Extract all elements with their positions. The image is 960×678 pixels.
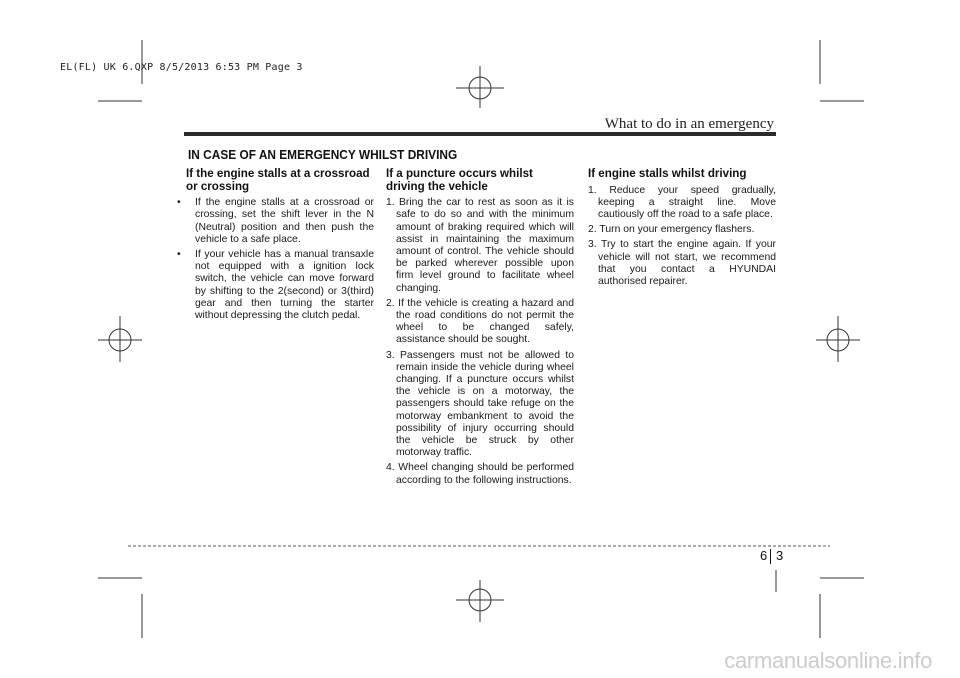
column-engine-stalls-crossing: [177, 167, 374, 325]
list-item: 2. Turn on your emergency flashers.: [588, 224, 755, 236]
registration-mark-left: [98, 316, 142, 362]
list-item: 1. Reduce your speed gradually, keeping a straight line. Move cautiously off the road to a safe place.: [588, 184, 776, 220]
registration-mark-top: [456, 66, 504, 108]
page-chapter-number: 6: [760, 548, 768, 563]
list-item: 2. If the vehicle is creating a hazard and the road conditions do not permit the wheel to be changed safely, assistance should be sought.: [386, 297, 574, 346]
column-heading: If a puncture occurs whilst driving the vehicle: [386, 167, 533, 193]
list-item: 1. Bring the car to rest as soon as it is safe to do so and with the minimum amount of braking required which will assist in maintaining the maximum amount of control. The vehicle should be parked wherever possible upon firm level ground to facilitate wheel changing.: [386, 197, 574, 294]
list-item: 4. Wheel changing should be performed according to the following instructions.: [386, 462, 574, 486]
watermark-link[interactable]: carmanualsonline.info: [724, 648, 932, 673]
registration-mark-bottom: [456, 580, 504, 622]
registration-mark-right: [816, 316, 860, 362]
list-item: 3. Try to start the engine again. If your vehicle will not start, we recommend that you contact a HYUNDAI authorised repairer.: [588, 239, 776, 288]
section-heading: IN CASE OF AN EMERGENCY WHILST DRIVING: [188, 148, 458, 162]
page-number-divider: [770, 549, 771, 564]
bullet-list: [177, 197, 374, 322]
column-heading: If engine stalls whilst driving: [588, 167, 747, 180]
column-heading: If the engine stalls at a crossroad or crossing: [186, 167, 370, 193]
column-puncture: [386, 168, 574, 490]
numbered-list: [588, 185, 776, 289]
numbered-list: [386, 197, 574, 487]
list-item: • If the engine stalls at a crossroad or crossing, set the shift lever in the N (Neutral) position and then push the vehicle to a safe place.: [177, 197, 374, 245]
print-slug: EL(FL) UK 6.QXP 8/5/2013 6:53 PM Page 3: [60, 62, 303, 73]
column-engine-stalls-driving: [588, 168, 776, 291]
chapter-title: What to do in an emergency: [604, 116, 774, 132]
page-number: 3: [776, 548, 784, 563]
list-item: 3. Passengers must not be allowed to remain inside the vehicle during wheel changing. If a puncture occurs whilst the vehicle is on a motorway, the passengers should take refuge on the motorway embankment to avoid the possibility of injury occurring should the vehicle be struck by other motorway traffic.: [386, 349, 574, 459]
list-item: • If your vehicle has a manual transaxle not equipped with a ignition lock switch, the vehicle can move forward by shifting to the 2(second) or 3(third) gear and then turning the starter without depressing the clutch pedal.: [177, 249, 374, 322]
